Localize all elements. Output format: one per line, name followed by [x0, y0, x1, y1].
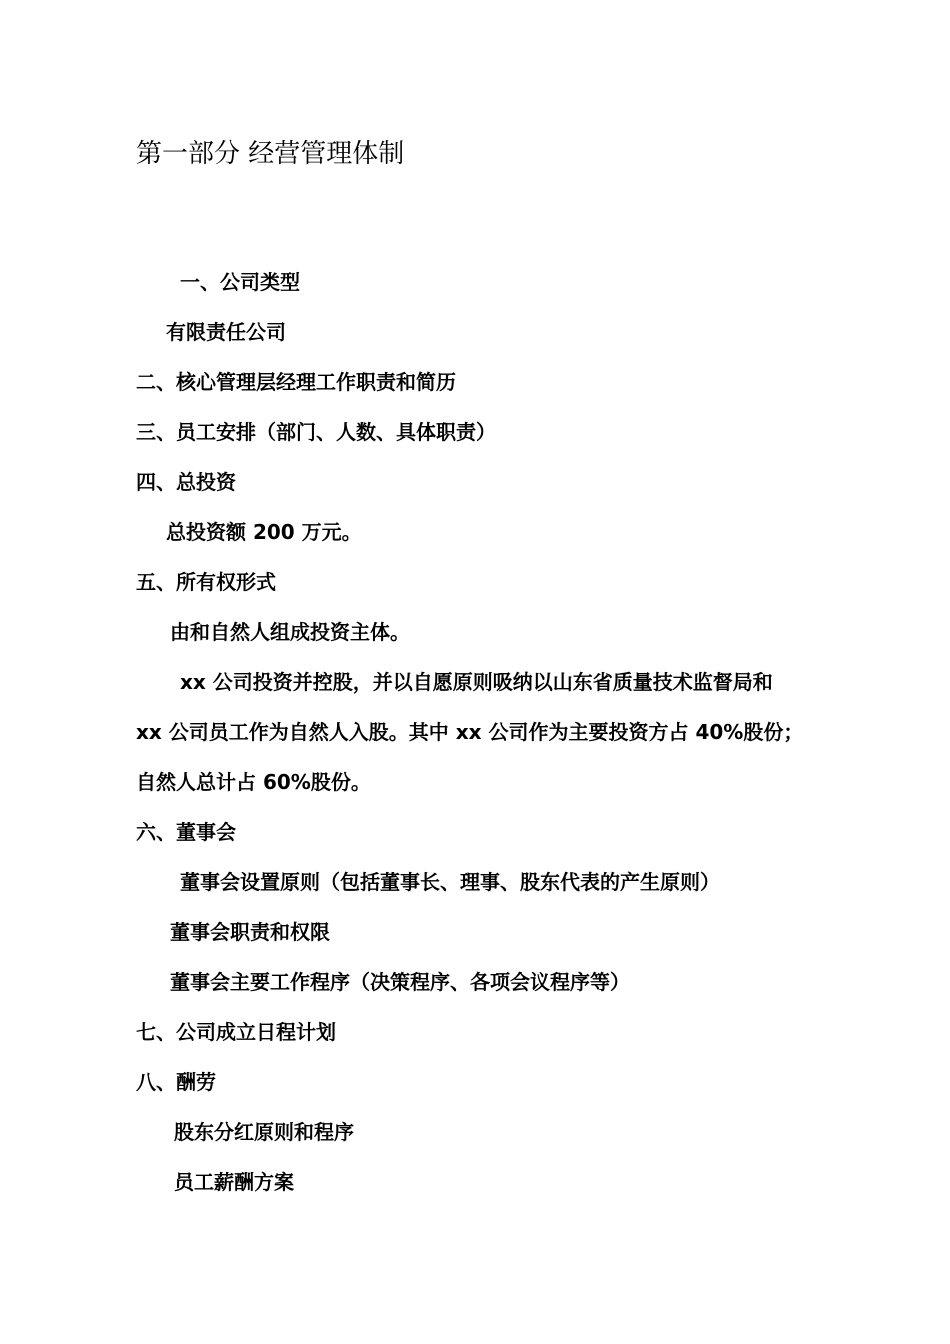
- section-heading-board: 六、董事会: [136, 820, 236, 844]
- paragraph-salary: 员工薪酬方案: [174, 1170, 294, 1194]
- paragraph-ownership-detail-1: xx 公司投资并控股，并以自愿原则吸纳以山东省质量技术监督局和: [180, 670, 773, 694]
- paragraph-board-principles: 董事会设置原则（包括董事长、理事、股东代表的产生原则）: [180, 870, 720, 894]
- section-heading-investment: 四、总投资: [136, 470, 236, 494]
- section-heading-schedule: 七、公司成立日程计划: [136, 1020, 336, 1044]
- section-heading-staff: 三、员工安排（部门、人数、具体职责）: [136, 420, 496, 444]
- paragraph-ownership-detail-2: xx 公司员工作为自然人入股。其中 xx 公司作为主要投资方占 40%股份；: [136, 720, 804, 744]
- paragraph-ownership: 由和自然人组成投资主体。: [170, 620, 410, 644]
- paragraph-board-procedures: 董事会主要工作程序（决策程序、各项会议程序等）: [170, 970, 630, 994]
- paragraph-investment: 总投资额 200 万元。: [166, 520, 362, 544]
- section-heading-management: 二、核心管理层经理工作职责和简历: [136, 370, 456, 394]
- section-heading-company-type: 一、公司类型: [180, 270, 300, 294]
- page-title: 第一部分 经营管理体制: [136, 139, 405, 169]
- paragraph-company-type: 有限责任公司: [166, 320, 286, 344]
- section-heading-compensation: 八、酬劳: [136, 1070, 216, 1094]
- paragraph-board-duties: 董事会职责和权限: [170, 920, 330, 944]
- paragraph-ownership-detail-3: 自然人总计占 60%股份。: [136, 770, 371, 794]
- paragraph-dividends: 股东分红原则和程序: [174, 1120, 354, 1144]
- section-heading-ownership: 五、所有权形式: [136, 570, 276, 594]
